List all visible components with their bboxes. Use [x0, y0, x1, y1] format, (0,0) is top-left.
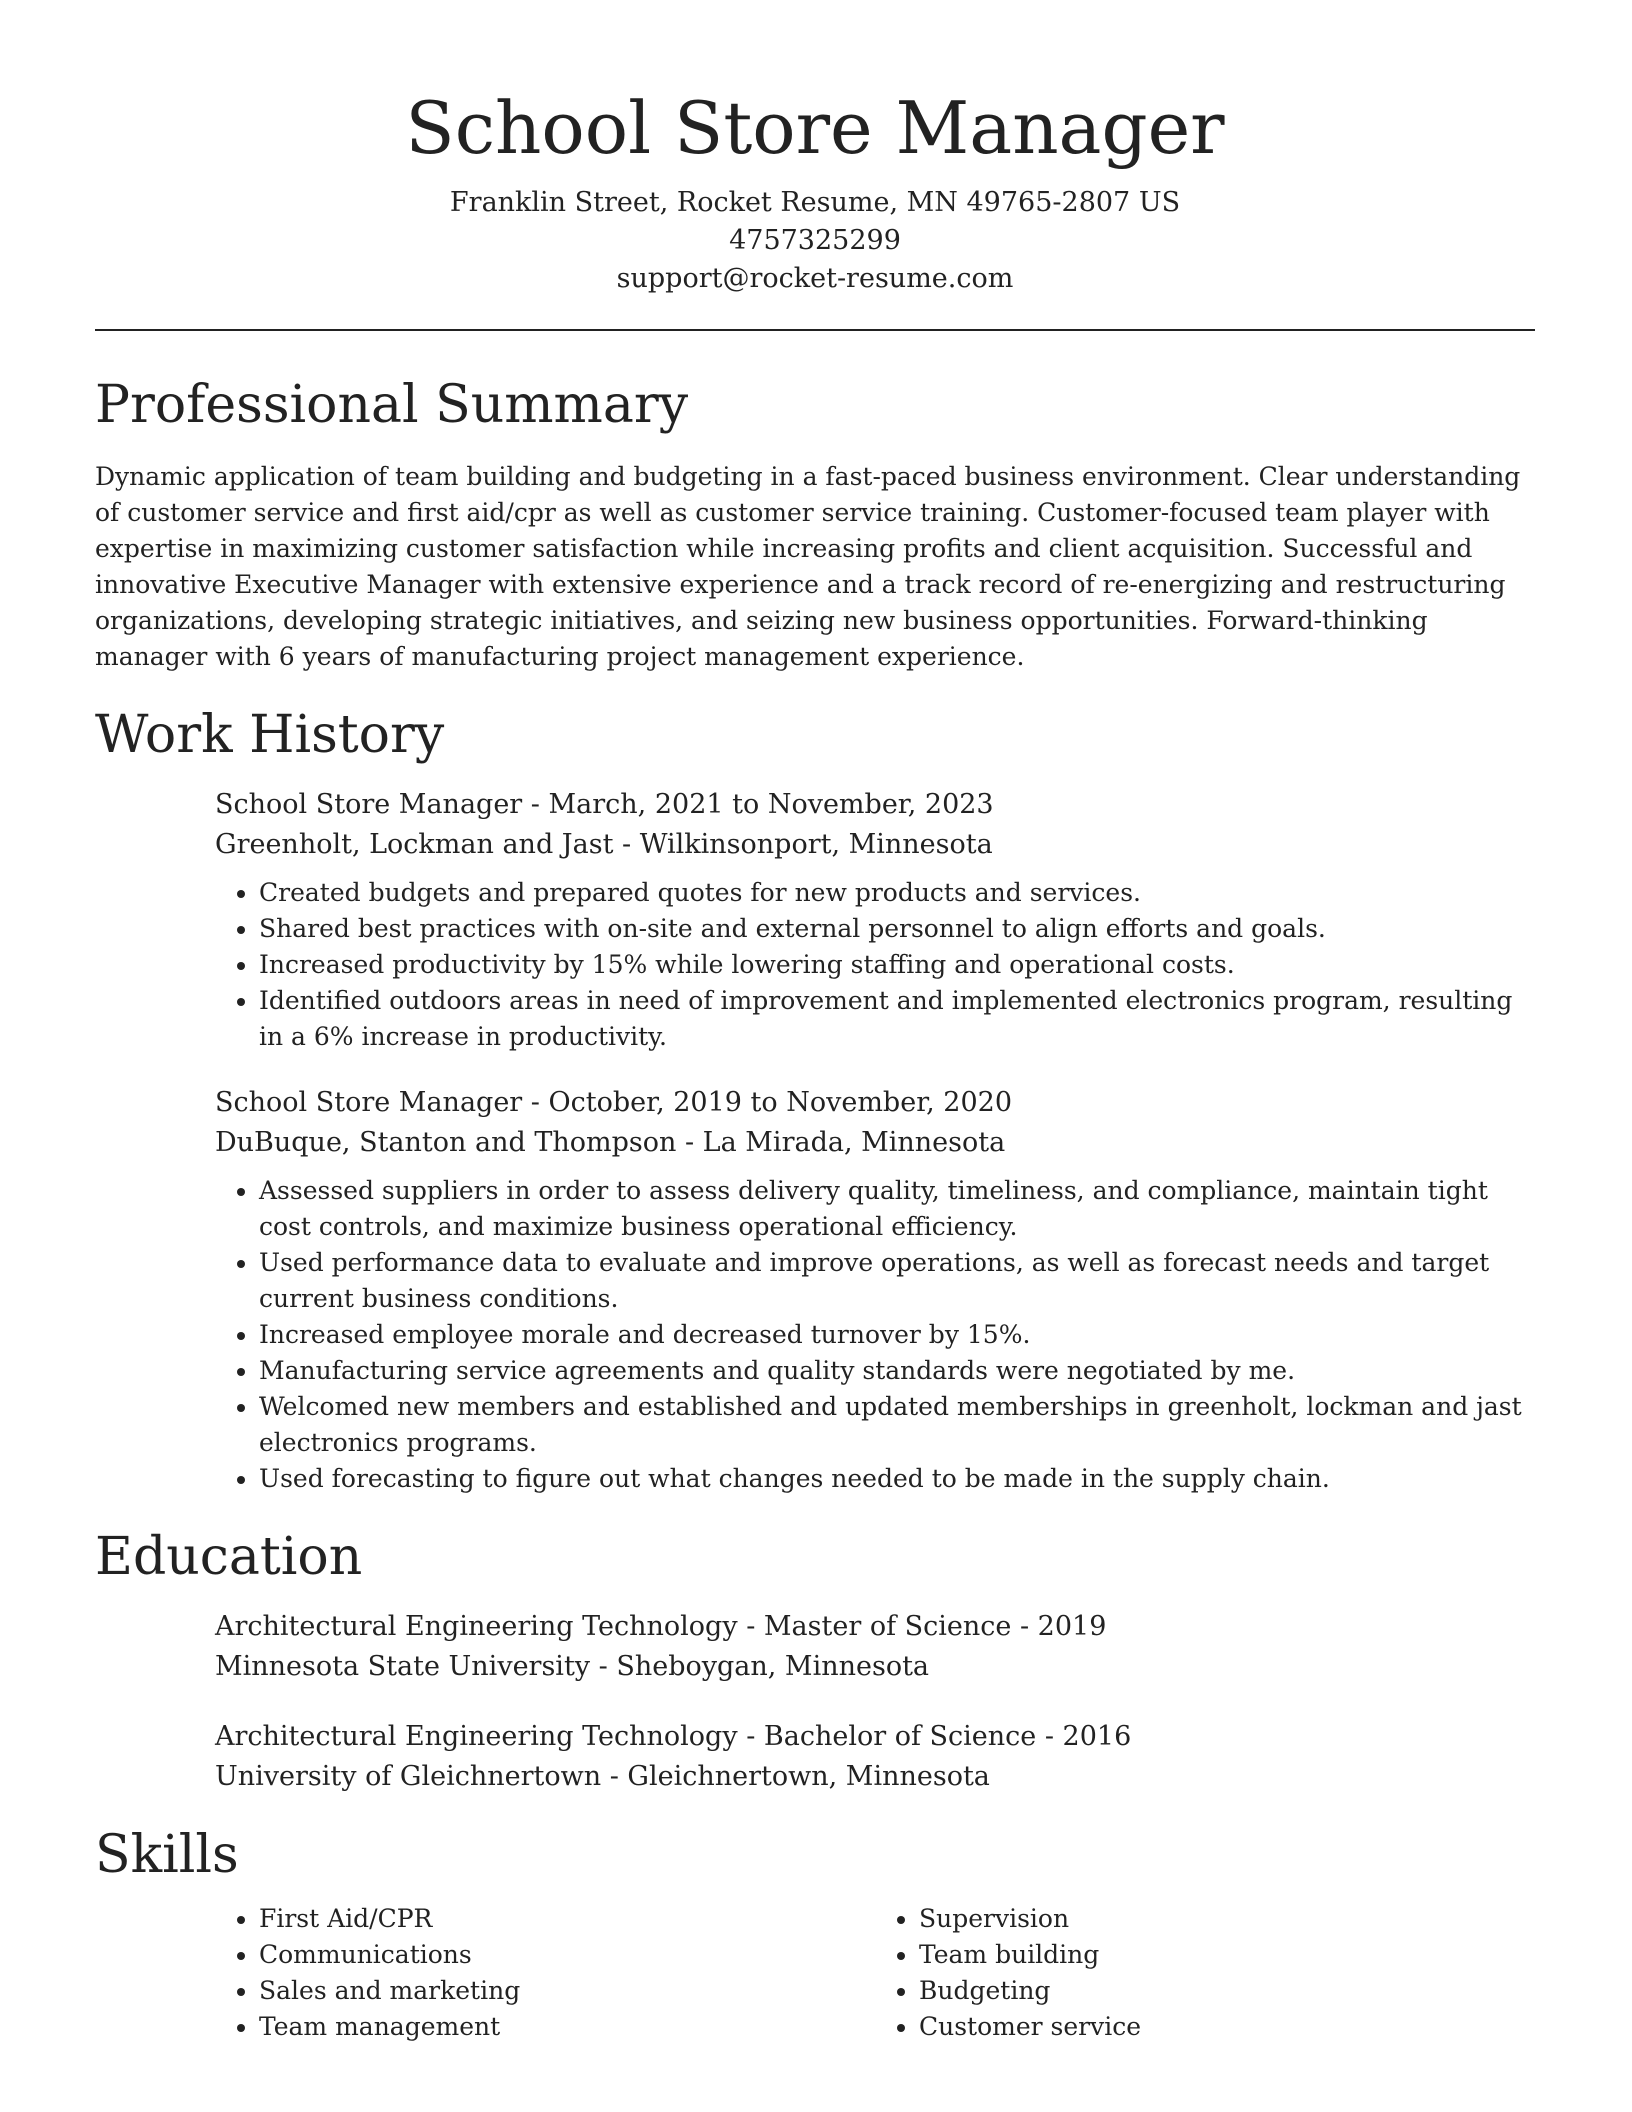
contact-block	[95, 184, 1535, 298]
skill-item: • Supervision	[919, 1901, 1535, 1937]
job-dates: - March, 2021 to November, 2023	[522, 789, 994, 820]
section-title-education: Education	[95, 1527, 363, 1587]
skill-item: • Budgeting	[919, 1973, 1535, 2009]
skills-list-left	[215, 1901, 875, 2045]
job-bullet: • Increased employee morale and decreased turnover by 15%.	[259, 1317, 1535, 1353]
job-role: School Store Manager	[215, 789, 523, 820]
degree-year: - 2019	[1011, 1611, 1107, 1642]
degree-line	[215, 1717, 1535, 1757]
skill-item: • Team management	[259, 2009, 875, 2045]
job-dates: - October, 2019 to November, 2020	[522, 1087, 1013, 1118]
degree-line	[215, 1607, 1535, 1647]
degree-field: Architectural Engineering Technology	[215, 1611, 738, 1642]
job-bullet: • Increased productivity by 15% while lowering staffing and operational costs.	[259, 947, 1535, 983]
summary-section	[95, 369, 1535, 675]
job-title-line	[215, 1083, 1535, 1123]
section-title-work-history: Work History	[95, 705, 445, 765]
resume-header	[95, 0, 1535, 298]
education-entry	[215, 1717, 1535, 1797]
job-entry	[215, 1083, 1535, 1497]
job-bullets	[215, 1173, 1535, 1497]
job-location: - La Mirada, Minnesota	[676, 1127, 1006, 1158]
work-history-section	[95, 699, 1535, 1497]
summary-text: Dynamic application of team building and budgeting in a fast-paced business environment. Clear understanding of customer service and first aid/cpr as well as customer service training. Customer-focused team player with expertise in maximizing customer satisfaction while increasing profits and client acquisition. Successful and innovative Executive Manager with extensive experience and a track record of re-energizing and restructuring organizations, developing strategic initiatives, and seizing new business opportunities. Forward-thinking manager with 6 years of manufacturing project management experience.	[95, 462, 1521, 671]
skill-item: • Communications	[259, 1937, 875, 1973]
job-title-line	[215, 785, 1535, 825]
job-bullets	[215, 875, 1535, 1055]
job-bullet: • Identified outdoors areas in need of improvement and implemented electronics program, resulting in a 6% increase in productivity.	[259, 983, 1535, 1055]
school-location: - Gleichnertown, Minnesota	[601, 1761, 990, 1792]
header-divider	[95, 329, 1535, 331]
job-entry	[215, 785, 1535, 1055]
job-company: Greenholt, Lockman and Jast	[215, 829, 614, 860]
job-bullet: • Assessed suppliers in order to assess delivery quality, timeliness, and compliance, maintain tight cost controls, and maximize business operational efficiency.	[259, 1173, 1535, 1245]
job-bullet: • Welcomed new members and established and updated memberships in greenholt, lockman and jast electronics programs.	[259, 1389, 1535, 1461]
school-location: - Sheboygan, Minnesota	[590, 1651, 930, 1682]
job-company: DuBuque, Stanton and Thompson	[215, 1127, 677, 1158]
school-name: Minnesota State University	[215, 1651, 591, 1682]
job-bullet: • Manufacturing service agreements and quality standards were negotiated by me.	[259, 1353, 1535, 1389]
education-entry	[215, 1607, 1535, 1687]
job-bullet: • Shared best practices with on-site and external personnel to align efforts and goals.	[259, 911, 1535, 947]
section-title-summary: Professional Summary	[95, 375, 689, 435]
email-address: support@rocket-resume.com	[616, 263, 1014, 294]
skills-columns	[215, 1891, 1535, 2045]
job-role: School Store Manager	[215, 1087, 523, 1118]
section-title-skills: Skills	[95, 1825, 239, 1885]
degree-type: - Master of Science	[737, 1611, 1012, 1642]
school-line	[215, 1757, 1535, 1797]
skills-section	[95, 1819, 1535, 2045]
skills-list-right	[875, 1901, 1535, 2045]
skill-item: • Team building	[919, 1937, 1535, 1973]
education-section	[95, 1521, 1535, 1797]
job-company-line	[215, 1123, 1535, 1163]
job-bullet: • Created budgets and prepared quotes for new products and services.	[259, 875, 1535, 911]
job-bullet: • Used performance data to evaluate and improve operations, as well as forecast needs and target current business conditions.	[259, 1245, 1535, 1317]
job-bullet: • Used forecasting to figure out what changes needed to be made in the supply chain.	[259, 1461, 1535, 1497]
resume-page	[95, 0, 1535, 2045]
school-name: University of Gleichnertown	[215, 1761, 602, 1792]
skill-item: • Customer service	[919, 2009, 1535, 2045]
degree-field: Architectural Engineering Technology	[215, 1721, 738, 1752]
degree-type: - Bachelor of Science	[737, 1721, 1037, 1752]
candidate-name: School Store Manager	[405, 86, 1225, 170]
job-location: - Wilkinsonport, Minnesota	[613, 829, 993, 860]
degree-year: - 2016	[1036, 1721, 1132, 1752]
address: Franklin Street, Rocket Resume, MN 49765-2807 US	[449, 187, 1181, 218]
skill-item: • First Aid/CPR	[259, 1901, 875, 1937]
phone-number: 4757325299	[729, 225, 901, 256]
school-line	[215, 1647, 1535, 1687]
job-company-line	[215, 825, 1535, 865]
skill-item: • Sales and marketing	[259, 1973, 875, 2009]
